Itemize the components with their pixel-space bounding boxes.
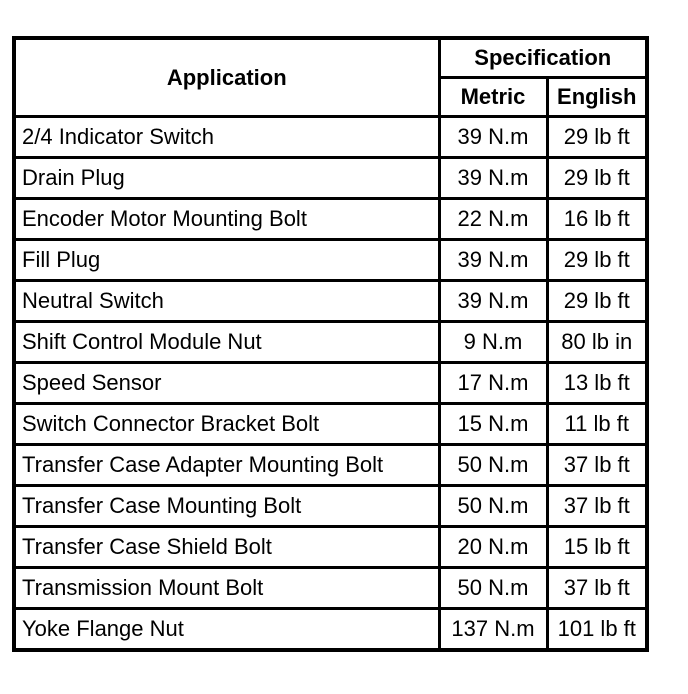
metric-value-cell: 137 N.m <box>439 609 547 651</box>
english-value-cell: 29 lb ft <box>547 281 647 322</box>
english-value-cell: 37 lb ft <box>547 445 647 486</box>
table-row <box>14 527 647 568</box>
application-cell: 2/4 Indicator Switch <box>14 117 439 158</box>
english-value-cell: 29 lb ft <box>547 240 647 281</box>
application-cell: Transfer Case Shield Bolt <box>14 527 439 568</box>
table-row <box>14 199 647 240</box>
fastener-specification-table <box>12 36 649 652</box>
metric-value-cell: 20 N.m <box>439 527 547 568</box>
metric-value-cell: 39 N.m <box>439 117 547 158</box>
metric-value-cell: 15 N.m <box>439 404 547 445</box>
table-row <box>14 322 647 363</box>
metric-value-cell: 50 N.m <box>439 445 547 486</box>
english-value-cell: 37 lb ft <box>547 486 647 527</box>
application-cell: Transfer Case Mounting Bolt <box>14 486 439 527</box>
application-cell: Encoder Motor Mounting Bolt <box>14 199 439 240</box>
metric-value-cell: 39 N.m <box>439 240 547 281</box>
table-row <box>14 363 647 404</box>
application-cell: Speed Sensor <box>14 363 439 404</box>
metric-value-cell: 50 N.m <box>439 568 547 609</box>
english-value-cell: 13 lb ft <box>547 363 647 404</box>
metric-value-cell: 39 N.m <box>439 158 547 199</box>
application-cell: Neutral Switch <box>14 281 439 322</box>
application-cell: Fill Plug <box>14 240 439 281</box>
english-value-cell: 80 lb in <box>547 322 647 363</box>
header-row-top <box>14 38 647 78</box>
application-column-header: Application <box>14 38 439 117</box>
table-row <box>14 445 647 486</box>
table-row <box>14 404 647 445</box>
english-value-cell: 101 lb ft <box>547 609 647 651</box>
table-header <box>14 38 647 117</box>
application-cell: Transfer Case Adapter Mounting Bolt <box>14 445 439 486</box>
english-value-cell: 29 lb ft <box>547 158 647 199</box>
application-cell: Transmission Mount Bolt <box>14 568 439 609</box>
table-row <box>14 240 647 281</box>
metric-value-cell: 22 N.m <box>439 199 547 240</box>
table-row <box>14 568 647 609</box>
application-cell: Shift Control Module Nut <box>14 322 439 363</box>
table-row <box>14 486 647 527</box>
english-value-cell: 37 lb ft <box>547 568 647 609</box>
application-cell: Drain Plug <box>14 158 439 199</box>
table-body <box>14 117 647 651</box>
english-value-cell: 16 lb ft <box>547 199 647 240</box>
english-value-cell: 15 lb ft <box>547 527 647 568</box>
metric-column-header: Metric <box>439 78 547 117</box>
english-column-header: English <box>547 78 647 117</box>
metric-value-cell: 50 N.m <box>439 486 547 527</box>
application-cell: Switch Connector Bracket Bolt <box>14 404 439 445</box>
application-cell: Yoke Flange Nut <box>14 609 439 651</box>
metric-value-cell: 17 N.m <box>439 363 547 404</box>
table-row <box>14 281 647 322</box>
english-value-cell: 29 lb ft <box>547 117 647 158</box>
metric-value-cell: 39 N.m <box>439 281 547 322</box>
english-value-cell: 11 lb ft <box>547 404 647 445</box>
specification-column-header: Specification <box>439 38 647 78</box>
table-row <box>14 158 647 199</box>
table-row <box>14 609 647 651</box>
metric-value-cell: 9 N.m <box>439 322 547 363</box>
table-row <box>14 117 647 158</box>
